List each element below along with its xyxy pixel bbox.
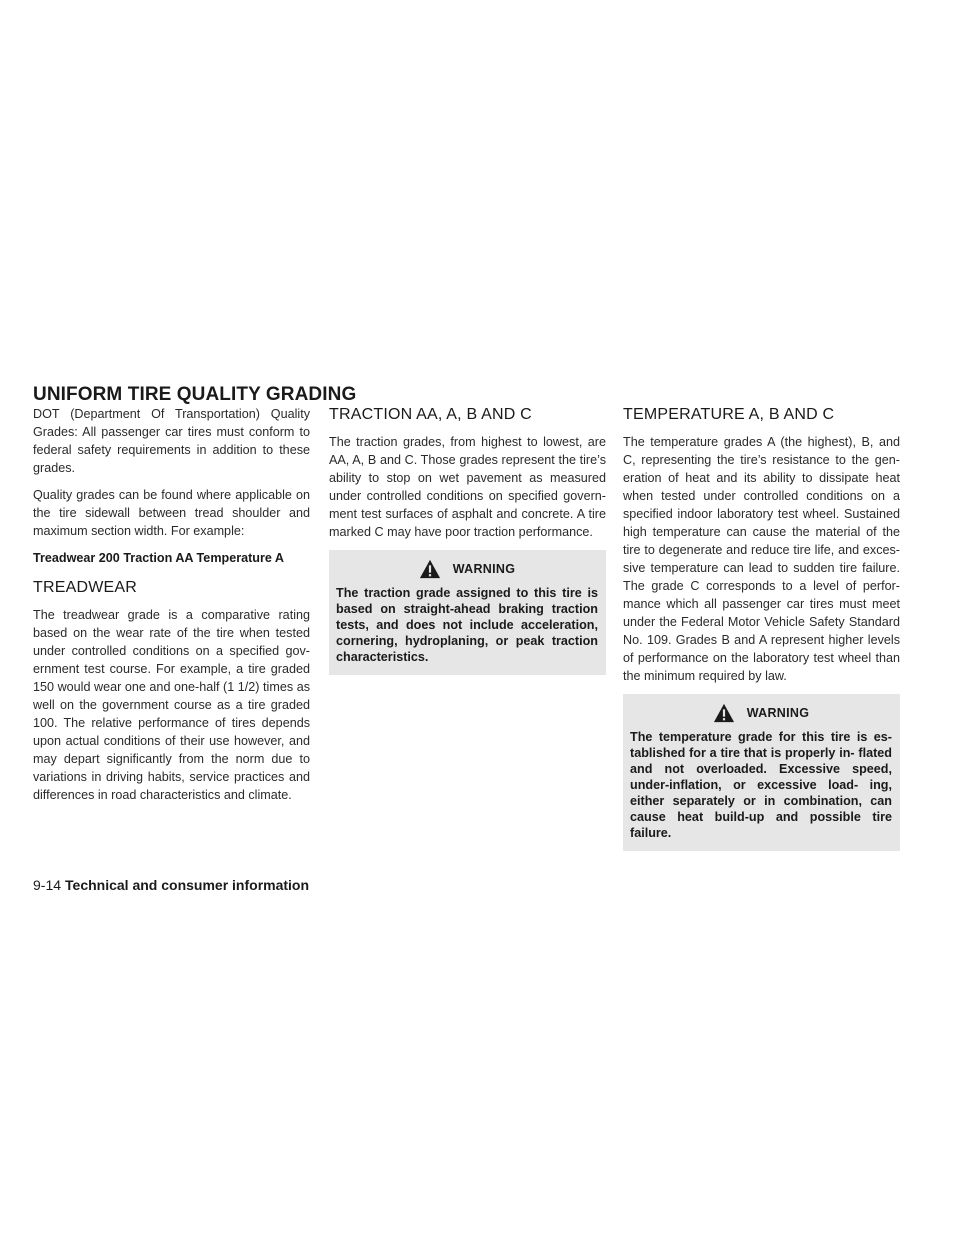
traction-warning-text: The traction grade assigned to this tire is based on straight-ahead braking traction tests, and does not include acceleration, cornering, hydroplaning, or peak traction characteristics. <box>336 586 598 664</box>
warning-header <box>336 558 598 580</box>
traction-heading: TRACTION AA, A, B AND C <box>329 406 532 423</box>
warning-header <box>630 702 892 724</box>
traction-paragraph: The traction grades, from highest to lowest, are AA, A, B and C. Those grades represent the tire’s ability to stop on wet pavement as measured under controlled conditions on specified govern- ment test surfaces of asphalt and concrete. A tire marked C may have poor traction performance. <box>329 435 606 539</box>
column-right <box>623 405 900 851</box>
warning-triangle-icon <box>713 702 735 724</box>
intro-paragraph-2: Quality grades can be found where applicable on the tire sidewall between tread shoulder and maximum section width. For example: <box>33 488 310 538</box>
column-left <box>33 405 310 813</box>
page-number: 9-14 <box>33 877 62 893</box>
section-title: UNIFORM TIRE QUALITY GRADING <box>33 384 357 405</box>
temperature-heading: TEMPERATURE A, B AND C <box>623 406 835 423</box>
grade-example: Treadwear 200 Traction AA Temperature A <box>33 551 285 565</box>
treadwear-heading: TREADWEAR <box>33 579 138 596</box>
chapter-title: Technical and consumer information <box>65 877 310 893</box>
treadwear-paragraph: The treadwear grade is a comparative rating based on the wear rate of the tire when tested under controlled conditions on a specified gov- ernment test course. For example, a tire graded 150 would wear one and one-half (1 1/2) times as well on the government course as a tire graded 100. The relative performance of tires depends upon actual conditions of their use however, and may depart significantly from the norm due to variations in driving habits, service practices and differences in road characteristics and climate. <box>33 608 310 802</box>
warning-label: WARNING <box>746 706 810 720</box>
temperature-paragraph: The temperature grades A (the highest), B, and C, representing the tire’s resistance to the gen- eration of heat and its ability to dissipate heat when tested under controlled conditions on a specified indoor laboratory test wheel. Sustained high temperature can cause the material of the tire to degenerate and reduce tire life, and exces- sive temperature can lead to sudden tire failure. The grade C corresponds to a level of perfor- mance which all passenger car tires must meet under the Federal Motor Vehicle Safety Standard No. 109. Grades B and A represent higher levels of performance on the laboratory test wheel than the minimum required by law. <box>623 435 900 683</box>
temperature-warning-box <box>623 694 900 851</box>
temperature-warning-text: The temperature grade for this tire is es- tablished for a tire that is properly in- flated and not overloaded. Excessive speed, under-inflation, or excessive load- ing, either separately or in combination, can cause heat build-up and possible tire failure. <box>630 730 892 840</box>
page-footer <box>33 877 309 893</box>
intro-paragraph-1: DOT (Department Of Transportation) Quality Grades: All passenger car tires must conform to federal safety requirements in addition to these grades. <box>33 407 310 475</box>
traction-warning-box <box>329 550 606 675</box>
column-middle <box>329 405 606 675</box>
warning-label: WARNING <box>452 562 516 576</box>
warning-triangle-icon <box>419 558 441 580</box>
